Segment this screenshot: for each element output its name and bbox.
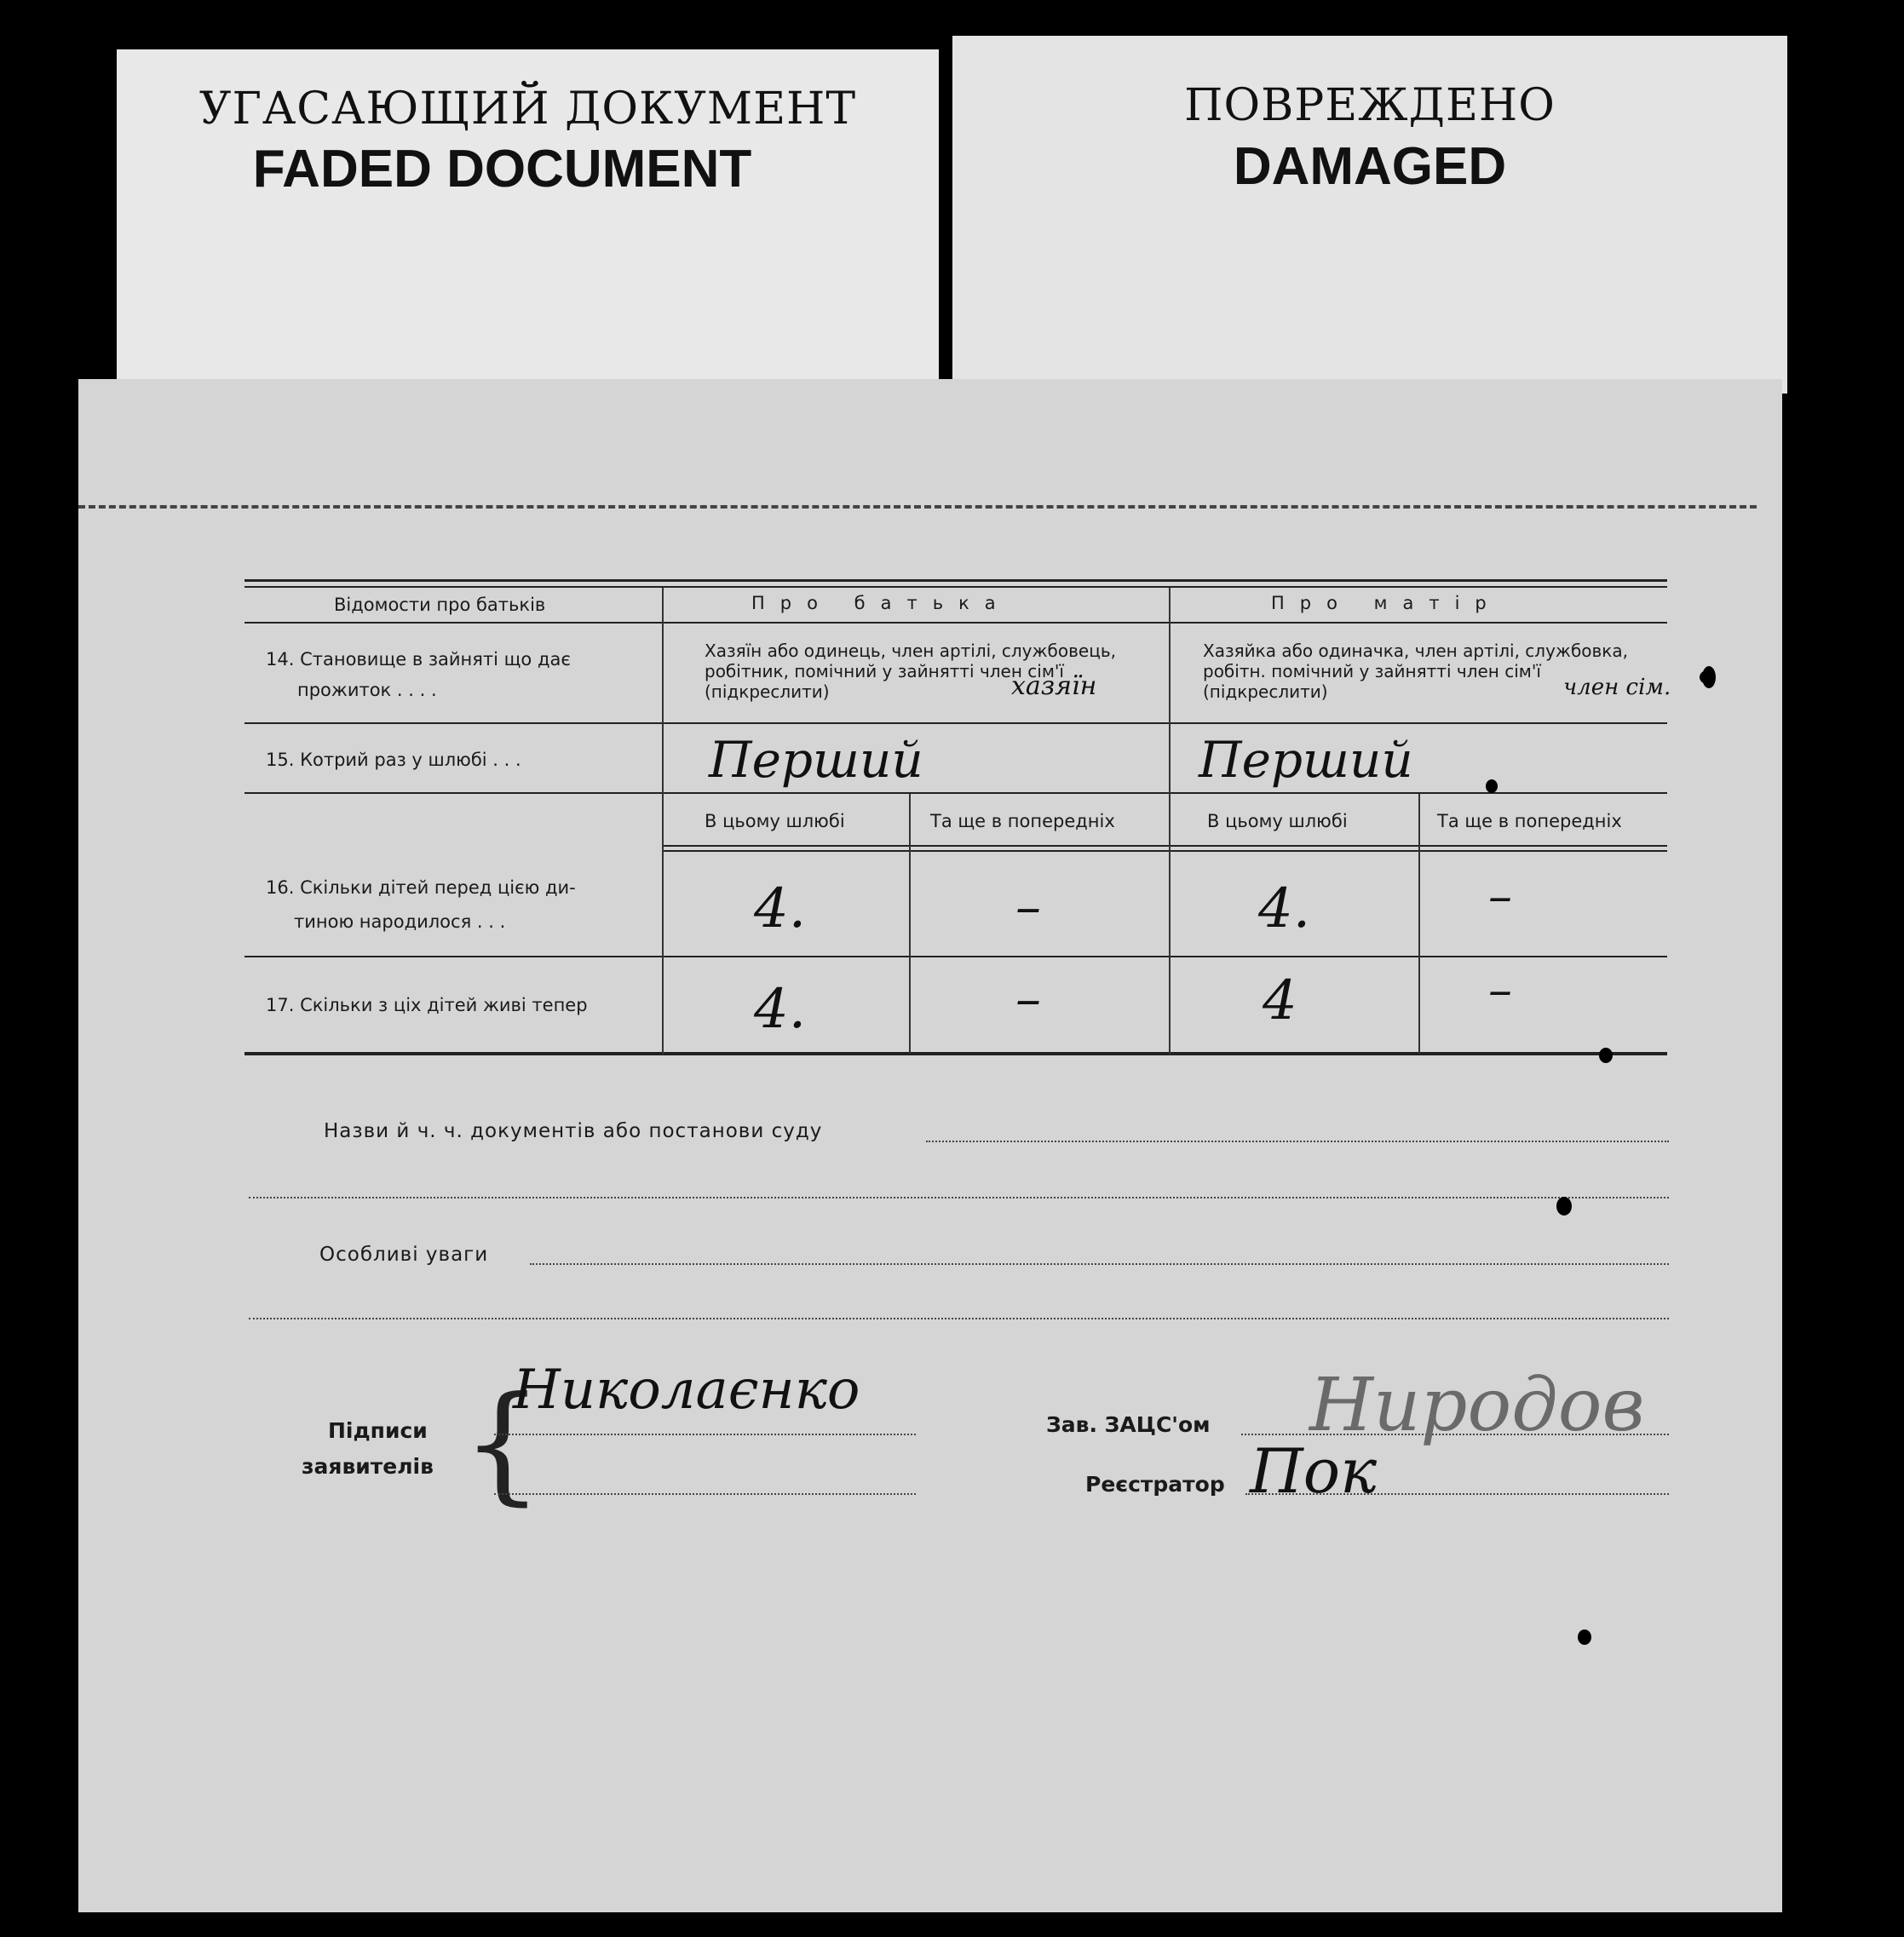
damage-spot	[1556, 1197, 1572, 1216]
row17-father-prev: –	[1015, 969, 1041, 1029]
table-top-rule	[244, 579, 1667, 582]
row17-mother-this: 4	[1263, 969, 1297, 1032]
applicants-label-1: Підписи	[328, 1418, 428, 1443]
form-sheet	[78, 379, 1782, 1912]
table-top-rule-2	[244, 586, 1667, 588]
subheader-mother-this: В цьому шлюбі	[1207, 811, 1348, 831]
row16-label-1: 16. Скільки дітей перед цією ди-	[266, 877, 576, 898]
subheader-rule	[662, 845, 1667, 847]
faded-label-ru: УГАСАЮЩИЙ ДОКУМЕНТ	[198, 83, 857, 135]
row14-rule	[244, 722, 1667, 724]
col-header-father: Про батька	[751, 593, 1011, 613]
parents-table	[244, 579, 1671, 1056]
row16-rule	[244, 956, 1667, 957]
row17-father-this: 4.	[754, 978, 807, 1041]
row14-mother-text: Хазяйка або одиначка, член артілі, службовка, робітн. помічний у зайнятті член сім'ї (підкреслити)	[1203, 641, 1628, 702]
faded-label-en: FADED DOCUMENT	[252, 140, 752, 198]
damaged-label-ru: ПОВРЕЖДЕНО	[1184, 80, 1556, 131]
notes-line-1	[530, 1263, 1669, 1265]
documents-line-2	[249, 1197, 1669, 1198]
row14-mother-hand: член сім.	[1563, 675, 1671, 700]
col-divider-1	[662, 588, 664, 1055]
col-divider-mother	[1418, 794, 1420, 1054]
col-divider-2	[1169, 588, 1171, 1055]
row14-father-hand: хазяїн	[1011, 671, 1097, 701]
row16-father-prev: –	[1015, 877, 1041, 937]
row15-label: 15. Котрий раз у шлюбі . . .	[266, 750, 521, 770]
row15-rule	[244, 792, 1667, 794]
subheader-rule-2	[662, 850, 1667, 852]
row16-father-this: 4.	[754, 877, 807, 940]
documents-line-1	[926, 1141, 1669, 1142]
row16-mother-this: 4.	[1258, 877, 1311, 940]
documents-label: Назви й ч. ч. документів або постанови суду	[324, 1120, 823, 1142]
row14-father-text: Хазяїн або одинець, член артілі, службовець, робітник, помічний у зайнятті член сім'ї (підкреслити)	[705, 641, 1116, 702]
damage-spot	[1578, 1629, 1591, 1645]
row16-mother-prev: –	[1488, 869, 1512, 924]
applicant-signature: Николаєнко	[513, 1359, 860, 1422]
col-header-info: Відомости про батьків	[334, 595, 546, 615]
row17-label: 17. Скільки з ціх дітей живі тепер	[266, 995, 588, 1015]
row15-mother-hand: Перший	[1199, 731, 1413, 789]
applicant-line-1	[494, 1434, 916, 1435]
row17-mother-prev: –	[1488, 963, 1512, 1018]
row16-label-2: тиною народилося . . .	[294, 911, 506, 932]
subheader-father-this: В цьому шлюбі	[705, 811, 845, 831]
notes-line-2	[249, 1318, 1669, 1319]
row14-label-2: прожиток . . . .	[297, 680, 437, 700]
damaged-label-en: DAMAGED	[1233, 137, 1507, 196]
registrar-signature: Пок	[1250, 1435, 1378, 1507]
applicants-brace: {	[462, 1370, 544, 1518]
row15-father-hand: Перший	[709, 731, 923, 789]
subheader-father-prev: Та ще в попередніх	[930, 811, 1115, 831]
subheader-mother-prev: Та ще в попередніх	[1437, 811, 1622, 831]
head-label: Зав. ЗАЦС'ом	[1046, 1412, 1211, 1437]
col-header-mother: Про матір	[1271, 593, 1502, 613]
registrar-label: Реєстратор	[1085, 1472, 1225, 1497]
damage-spot	[1599, 1048, 1613, 1063]
applicants-label-2: заявителів	[302, 1454, 434, 1479]
row14-label-1: 14. Становище в зайняті що дає	[266, 649, 571, 670]
applicant-line-2	[494, 1493, 916, 1495]
head-signature: Ниродов	[1309, 1363, 1645, 1448]
faded-document-card	[117, 49, 939, 403]
table-bottom-rule	[244, 1052, 1667, 1055]
damage-spot	[1486, 779, 1498, 793]
notes-label: Особливі уваги	[319, 1244, 489, 1266]
col-divider-father	[909, 794, 911, 1054]
damage-spot	[1700, 670, 1715, 684]
header-rule	[244, 622, 1667, 624]
perforation-line	[78, 505, 1757, 509]
damaged-card	[952, 36, 1787, 394]
